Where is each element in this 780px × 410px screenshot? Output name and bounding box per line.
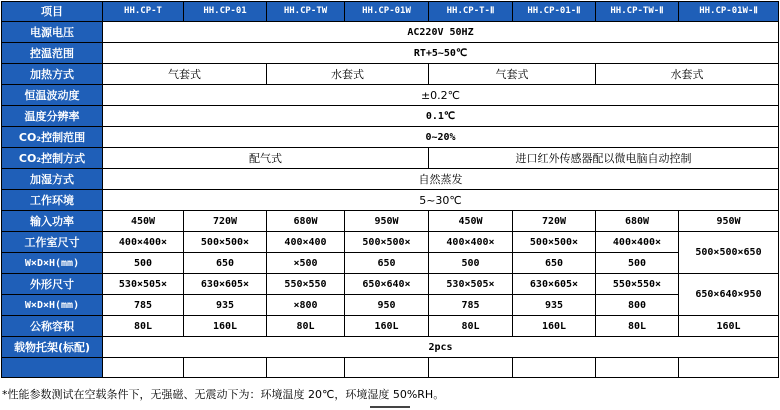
row-label: 温度分辨率 [2, 106, 103, 127]
row-label: CO₂控制方式 [2, 148, 103, 169]
input-power-cell: 950W [345, 211, 429, 232]
row-label: 公称容积 [2, 316, 103, 337]
chamber-size-cell: 500 [596, 253, 679, 274]
capacity-cell: 80L [429, 316, 513, 337]
input-power-cell: 720W [513, 211, 596, 232]
model-header: HH.CP-T-Ⅱ [429, 2, 513, 22]
empty-cell [345, 358, 429, 378]
row-fluctuation [2, 85, 779, 106]
row-temp-range [2, 43, 779, 64]
row-label: 恒温波动度 [2, 85, 103, 106]
capacity-cell: 80L [267, 316, 345, 337]
row-shelf [2, 337, 779, 358]
input-power-cell: 680W [267, 211, 345, 232]
row-power [2, 22, 779, 43]
empty-cell [103, 358, 184, 378]
row-label: 工作环境 [2, 190, 103, 211]
capacity-cell: 160L [513, 316, 596, 337]
row-label: W×D×H(mm) [2, 295, 103, 316]
outer-size-cell: 950 [345, 295, 429, 316]
input-power-cell: 950W [679, 211, 779, 232]
outer-size-cell: 650×640× [345, 274, 429, 295]
row-label-empty [2, 358, 103, 378]
row-label: 工作室尺寸 [2, 232, 103, 253]
chamber-size-cell: 650 [513, 253, 596, 274]
row-label: CO₂控制范围 [2, 127, 103, 148]
capacity-cell: 80L [103, 316, 184, 337]
environment-value: 5~30℃ [103, 190, 779, 211]
row-heating [2, 64, 779, 85]
row-outer-bottom [2, 295, 779, 316]
row-chamber-top [2, 232, 779, 253]
row-resolution [2, 106, 779, 127]
humidify-value: 自然蒸发 [103, 169, 779, 190]
model-header: HH.CP-01W-Ⅱ [679, 2, 779, 22]
row-label: 电源电压 [2, 22, 103, 43]
chamber-size-cell: 500 [103, 253, 184, 274]
row-input-power [2, 211, 779, 232]
model-header: HH.CP-01 [184, 2, 267, 22]
chamber-size-cell: 500×500× [345, 232, 429, 253]
co2-mode-value: 配气式 [103, 148, 429, 169]
row-label: W×D×H(mm) [2, 253, 103, 274]
empty-cell [513, 358, 596, 378]
outer-size-cell: 630×605× [513, 274, 596, 295]
row-environment [2, 190, 779, 211]
heating-value: 水套式 [267, 64, 429, 85]
chamber-size-cell: 500×500× [184, 232, 267, 253]
model-header: HH.CP-TW [267, 2, 345, 22]
row-humidify [2, 169, 779, 190]
heating-value: 气套式 [103, 64, 267, 85]
heating-value: 气套式 [429, 64, 596, 85]
header-row [2, 2, 779, 22]
capacity-cell: 160L [679, 316, 779, 337]
outer-size-cell: 550×550× [596, 274, 679, 295]
outer-size-cell: 530×505× [429, 274, 513, 295]
footnote: *性能参数测试在空载条件下，无强磁、无震动下为：环境温度 20℃，环境湿度 50%RH。 [2, 388, 445, 401]
empty-cell [184, 358, 267, 378]
power-value: AC220V 50HZ [103, 22, 779, 43]
heating-value: 水套式 [596, 64, 779, 85]
item-header: 项目 [2, 2, 103, 22]
model-header: HH.CP-01-Ⅱ [513, 2, 596, 22]
outer-size-cell: 550×550 [267, 274, 345, 295]
chamber-size-cell: 400×400 [267, 232, 345, 253]
outer-size-cell: 785 [103, 295, 184, 316]
model-header: HH.CP-T [103, 2, 184, 22]
chamber-size-cell: 400×400× [103, 232, 184, 253]
co2-range-value: 0~20% [103, 127, 779, 148]
resolution-value: 0.1℃ [103, 106, 779, 127]
outer-size-cell: 630×605× [184, 274, 267, 295]
row-capacity [2, 316, 779, 337]
empty-cell [267, 358, 345, 378]
outer-size-cell: 530×505× [103, 274, 184, 295]
chamber-size-cell: 500 [429, 253, 513, 274]
input-power-cell: 450W [103, 211, 184, 232]
outer-size-cell: ×800 [267, 295, 345, 316]
row-outer-top [2, 274, 779, 295]
empty-cell [596, 358, 679, 378]
outer-size-cell: 935 [184, 295, 267, 316]
chamber-size-cell: 650 [184, 253, 267, 274]
row-label: 控温范围 [2, 43, 103, 64]
capacity-cell: 160L [345, 316, 429, 337]
outer-size-cell: 785 [429, 295, 513, 316]
capacity-cell: 80L [596, 316, 679, 337]
chamber-size-cell: ×500 [267, 253, 345, 274]
row-label: 输入功率 [2, 211, 103, 232]
row-co2-range [2, 127, 779, 148]
chamber-size-cell: 400×400× [596, 232, 679, 253]
row-label: 加热方式 [2, 64, 103, 85]
temp-range-value: RT+5~50℃ [103, 43, 779, 64]
co2-mode-value: 进口红外传感器配以微电脑自动控制 [429, 148, 779, 169]
row-label: 加湿方式 [2, 169, 103, 190]
chamber-size-cell: 400×400× [429, 232, 513, 253]
chamber-size-cell: 650 [345, 253, 429, 274]
input-power-cell: 680W [596, 211, 679, 232]
model-header: HH.CP-TW-Ⅱ [596, 2, 679, 22]
row-co2-mode [2, 148, 779, 169]
input-power-cell: 450W [429, 211, 513, 232]
row-label: 载物托架(标配) [2, 337, 103, 358]
capacity-cell: 160L [184, 316, 267, 337]
shelf-value: 2pcs [103, 337, 779, 358]
outer-size-cell: 650×640×950 [679, 274, 779, 316]
input-power-cell: 720W [184, 211, 267, 232]
spec-table [1, 1, 779, 378]
chamber-size-cell: 500×500×650 [679, 232, 779, 274]
row-label: 外形尺寸 [2, 274, 103, 295]
outer-size-cell: 800 [596, 295, 679, 316]
bottom-divider [370, 406, 410, 408]
empty-cell [679, 358, 779, 378]
model-header: HH.CP-01W [345, 2, 429, 22]
row-chamber-bottom [2, 253, 779, 274]
empty-cell [429, 358, 513, 378]
outer-size-cell: 935 [513, 295, 596, 316]
row-empty [2, 358, 779, 378]
fluctuation-value: ±0.2℃ [103, 85, 779, 106]
chamber-size-cell: 500×500× [513, 232, 596, 253]
